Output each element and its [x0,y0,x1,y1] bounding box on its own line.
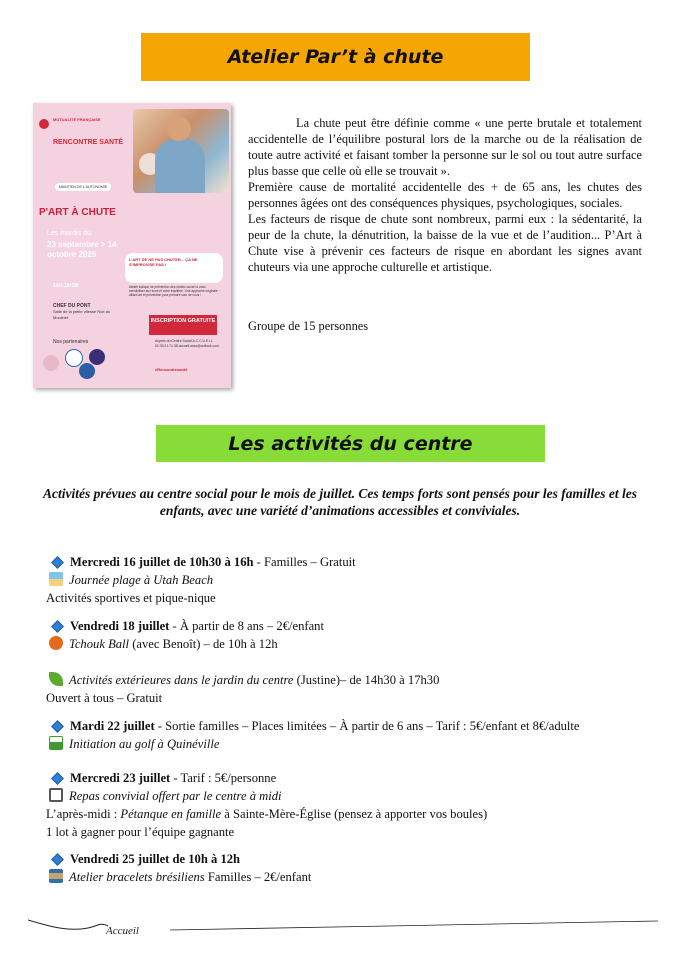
beach-icon [49,572,63,586]
section-title-banner [141,33,530,81]
afternoon-prefix: L’après-midi : [46,807,121,821]
golf-icon [49,736,63,750]
afternoon-activity: Pétanque en famille [120,807,222,821]
diamond-icon [51,720,64,733]
poster-bubble-text: Atelier ludique de prévention des chutes ouvert à vous sensibiliser aux sons et votre équilibre. Une approche originale alliant art et prévention pour prendre soin de vous ! [129,285,218,297]
afternoon-rest: à Sainte-Mère-Église (pensez à apporter vos boules) [221,807,488,821]
partner-logo-icon [43,355,59,371]
intro-paragraph: La chute peut être définie comme « une perte brutale et totalement accidentelle de l’équilibre postural lors de la marche ou de la réalisation de toute autre activité et faisant tomber la personne sur le sol ou tout autre surface plus basse que celle où elle se trouvait ». [248,116,642,178]
activity-extra: Familles – 2€/enfant [204,870,312,884]
intro-paragraph: Les facteurs de risque de chute sont nombreux, parmi eux : la sédentarité, la peur de la chute, la dénutrition, la baisse de la vue et de l’audition... P’Art à Chute vise à prévenir ces facteurs de risque en abordant les signes avant chuteurs via une approche culturelle et artistique. [248,212,642,274]
activity-note: Ouvert à tous – Gratuit [46,691,163,705]
activity-date: Vendredi 18 juillet [70,619,170,633]
meal-icon [49,788,63,802]
poster-contact: Auprès du Centre Social A.C.C.U.E.I.L 02.33.21.71.38 accueil.asso@outlook.com [155,339,219,348]
thread-icon [49,869,63,883]
poster-hours: 14H-16H30 [53,283,79,289]
activity-info: - Familles – Gratuit [253,555,356,569]
activity-item [46,553,649,607]
activity-name: Repas convivial offert par le centre à midi [69,789,282,803]
poster-place-detail: Salle de la petite vitesse Rue du Moulinet [53,309,111,320]
activity-date: Mercredi 23 juillet [70,771,171,785]
activity-name: Tchouk Ball [69,637,130,651]
activity-item [46,671,649,707]
activity-item [49,717,649,753]
activity-name: Initiation au golf à Quinéville [69,737,220,751]
leaf-icon [49,672,63,686]
diamond-icon [51,556,64,569]
footer-signature-line [28,918,658,938]
activity-info: - Sortie familles – Places limitées – À partir de 6 ans – Tarif : 5€/enfant et 8€/adulte [154,719,580,733]
poster-registration: INSCRIPTION GRATUITE [149,315,217,335]
diamond-icon [51,620,64,633]
poster-partners-label: Nos partenaires [53,339,89,345]
intro-paragraph: Première cause de mortalité accidentelle des + de 65 ans, les chutes des personnes âgées ont des conséquences physiques, psychologiques, sociales. [248,180,642,210]
mutuality-logo-icon [39,119,49,129]
partner-logo-icon [79,363,95,379]
poster-tag: MAINTIEN DE L'AUTONOMIE [55,183,111,191]
section-title: Atelier Par’t à chute [227,46,444,68]
activity-prize: 1 lot à gagner pour l’équipe gagnante [46,825,235,839]
activity-name: Activités extérieures dans le jardin du centre [69,673,294,687]
poster-bubble: L'ART DE NE PAS CHUTER... ÇA NE S'IMPROVISE PAS ! [125,253,223,283]
diamond-icon [51,853,64,866]
activity-info: - À partir de 8 ans – 2€/enfant [169,619,324,633]
activity-item [46,769,649,841]
activity-date: Vendredi 25 juillet de 10h à 12h [70,852,241,866]
activity-note: Activités sportives et pique-nique [46,591,216,605]
activity-item [49,850,649,886]
event-poster [33,103,231,388]
activity-info: - Tarif : 5€/personne [170,771,277,785]
poster-hashtag: #Rencontresanté [155,367,188,372]
poster-photo [133,109,229,193]
partner-logo-icon [65,349,83,367]
poster-place [53,303,113,321]
poster-partner-logos [41,349,131,381]
poster-dates: 23 septembre > 14 octobre 2025 [47,240,117,259]
activity-date: Mercredi 16 juillet de 10h30 à 16h [70,555,254,569]
group-size: Groupe de 15 personnes [248,319,369,333]
poster-title: P'ART À CHUTE [39,207,116,218]
section-title-banner [156,425,545,462]
intro-text [248,115,642,275]
ball-icon [49,636,63,650]
activity-date: Mardi 22 juillet [70,719,155,733]
activities-lead: Activités prévues au centre social pour le mois de juillet. Ces temps forts sont pensés pour les familles et les enfants, avec une variété d’animations accessibles et conviviales. [43,486,637,518]
section-title: Les activités du centre [228,432,473,455]
activity-extra: (avec Benoît) – de 10h à 12h [129,637,278,651]
diamond-icon [51,772,64,785]
footer-signature: Accueil [106,925,139,937]
activity-extra: (Justine)– de 14h30 à 17h30 [293,673,440,687]
poster-place-name: CHEF DU PONT [53,303,91,309]
partner-logo-icon [89,349,105,365]
poster-mardis: Les mardis du [47,230,91,237]
activity-name: Atelier bracelets brésiliens [69,870,205,884]
poster-org: MUTUALITÉ FRANÇAISE [53,117,101,122]
activity-item [49,617,649,653]
activity-name: Journée plage à Utah Beach [69,573,214,587]
poster-event: RENCONTRE SANTÉ [53,139,124,146]
